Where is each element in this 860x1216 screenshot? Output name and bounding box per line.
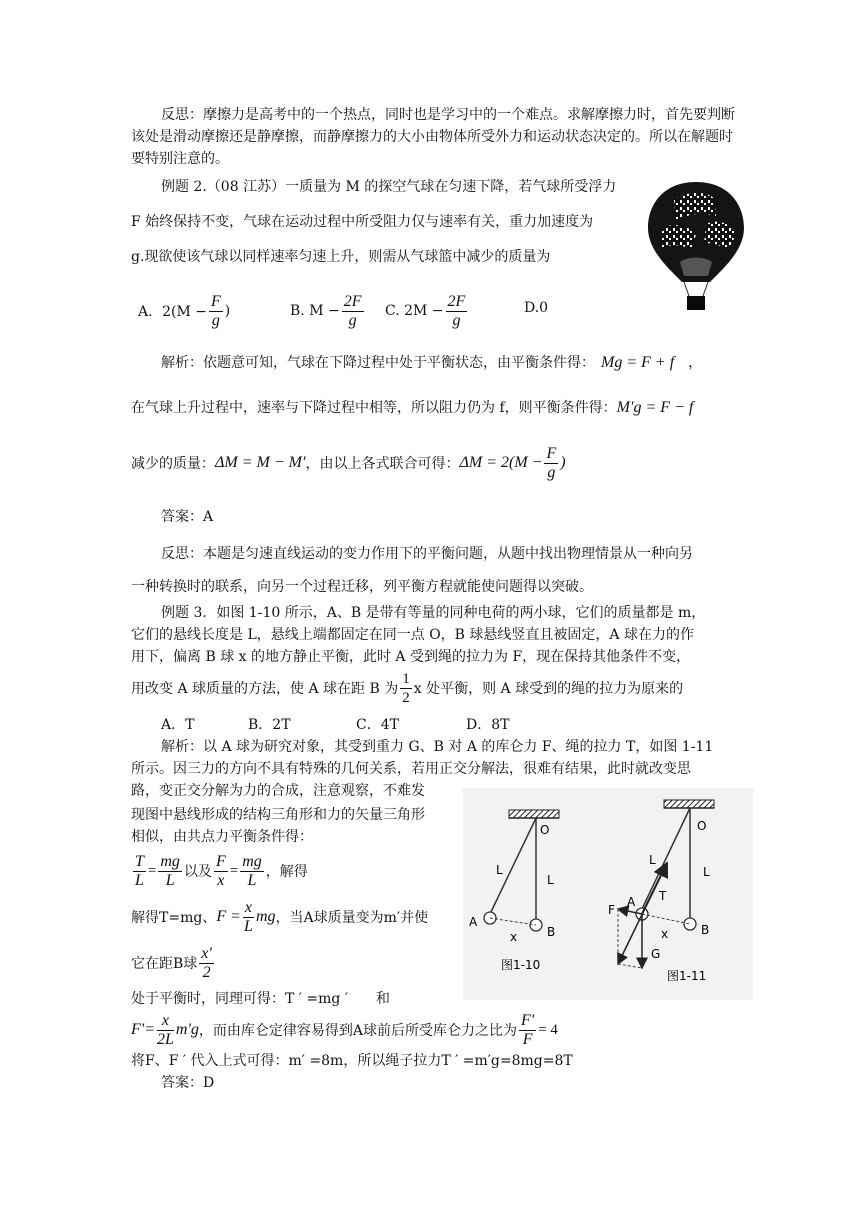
eq-two: 2 — [202, 963, 211, 981]
eq-2l: 2L — [157, 1030, 174, 1048]
solution3-line11: 将F、F ′ 代入上式可得：m′ =8m，所以绳子拉力T ′ =m′g=8mg=8T — [131, 1053, 573, 1069]
eq-f-equals: F = — [216, 908, 241, 925]
example3-line1: 例题 3．如图 1-10 所示，A、B 是带有等量的同种电荷的两小球，它们的质量都是 m， — [161, 605, 706, 621]
eq-x-num2: x — [157, 1012, 174, 1031]
option-a-suffix: ) — [224, 303, 231, 319]
solution3-line9: 处于平衡时，同理可得：T ′ =mg ′ 和 — [131, 991, 391, 1007]
eq-t: T — [135, 852, 144, 870]
fig11-label-l1: L — [649, 853, 656, 867]
eq-l: L — [135, 871, 144, 889]
solution3-line1: 解析：以 A 球为研究对象，其受到重力 G、B 对 A 的库仑力 F、绳的拉力 T，如图 1-11 — [161, 739, 714, 755]
option-a-prefix: A．2(M − — [138, 304, 207, 320]
eq-fprime-num: F' — [521, 1011, 535, 1029]
eq-l3: L — [247, 871, 257, 889]
option-b — [290, 288, 366, 334]
option-b-prefix: B. M − — [290, 303, 340, 319]
equation-mg-f-f: Mg = F + f — [601, 354, 675, 371]
half-numerator: 1 — [402, 670, 410, 687]
option-b-denominator: g — [348, 311, 357, 329]
solution3-line4: 现图中悬线形成的结构三角形和力的矢量三角形 — [131, 807, 425, 823]
example2-line3: g.现欲使该气球以同样速率匀速上升，则需从气球篮中减少的质量为 — [131, 249, 551, 265]
eq-fprime: F'= — [131, 1021, 155, 1038]
fig11-label-o: O — [697, 819, 707, 833]
solution3-line7-text-b: ，当A球质量变为m′并使 — [275, 910, 429, 926]
solution3-line10-text: ，而由库仑定律容易得到A球前后所受库仑力之比为 — [198, 1023, 517, 1039]
eq-f-den: F — [522, 1030, 533, 1048]
option-d: D.0 — [524, 300, 549, 316]
eq-l2: L — [165, 871, 175, 889]
option-c-denominator: g — [452, 311, 461, 329]
example3-line2: 它们的悬线长度是 L，悬线上端都固定在同一点 O，B 球悬线竖直且被固定，A 球在力的作 — [131, 627, 694, 643]
example2-line1: 例题 2.（08 江苏）一质量为 M 的探空气球在匀速下降，若气球所受浮力 — [161, 179, 617, 195]
eq-equals-four: = 4 — [538, 1021, 558, 1038]
eq-f: F — [215, 852, 226, 870]
hot-air-balloon-image — [644, 178, 748, 316]
option-c-numerator: 2F — [447, 292, 466, 310]
eq-xprime: x' — [201, 944, 212, 962]
fig11-label-f: F — [608, 903, 615, 917]
answer-2: 答案：A — [161, 509, 214, 525]
fig10-label-x: x — [510, 930, 518, 944]
eq-mid: 以及 — [183, 864, 212, 880]
solution2-text2: 在气球上升过程中，速率与下降过程中相等，所以阻力仍为 f，则平衡条件得： — [131, 400, 617, 416]
solution3-line2: 所示。因三力的方向不具有特殊的几何关系，若用正交分解法，很难有结果，此时就改变思 — [131, 761, 691, 777]
option-c-prefix: C. 2M − — [385, 303, 444, 319]
reflection-paragraph-1: 反思：摩擦力是高考中的一个热点，同时也是学习中的一个难点。求解摩擦力时，首先要判断该处是滑动摩擦还是静摩擦，而静摩擦力的大小由物体所受外力和运动状态决定的。所以在解题时要特别注意的。 — [131, 107, 735, 167]
example2-line2: F 始终保持不变，气球在运动过程中所受阻力仅与速率有关，重力加速度为 — [131, 214, 594, 230]
figures-1-10-and-1-11 — [463, 788, 753, 1000]
eq-x-num: x — [244, 898, 252, 916]
option-a-numerator: F — [211, 292, 221, 310]
solution3-line5: 相似，由共点力平衡条件得： — [131, 829, 313, 845]
eq-tail: ，解得 — [265, 864, 308, 880]
fig11-label-a: A — [627, 895, 636, 909]
ex3-option-a: A．T — [161, 717, 195, 733]
fig11-label-g: G — [651, 947, 661, 961]
solution2-text3: 减少的质量： — [131, 456, 215, 472]
example3-line3: 用下，偏离 B 球 x 的地方静止平衡，此时 A 受到绳的拉力为 F，现在保持其他条件不变， — [131, 649, 691, 665]
fig11-label-t: T — [659, 889, 667, 903]
equation-result-prefix: ΔM = 2(M − — [459, 454, 543, 471]
reflection-2-line1: 反思：本题是匀速直线运动的变力作用下的平衡问题，从题中找出物理情景从一种向另 — [161, 546, 693, 562]
eq-l-den: L — [243, 917, 253, 935]
half-denominator: 2 — [402, 689, 410, 706]
solution3-line8-text: 它在距B球 — [131, 956, 198, 972]
answer-3: 答案：D — [161, 1075, 215, 1091]
equation-delta-m: ΔM = M − M′ — [215, 454, 306, 471]
fig11-label-x: x — [661, 927, 669, 941]
equation-mprime-g: M′g = F − f — [616, 399, 694, 416]
ex3-option-b: B．2T — [248, 717, 291, 733]
eq-mg-tail: mg — [256, 908, 276, 925]
equation-result-numerator: F — [546, 444, 557, 462]
solution3-line3: 路，变正交分解为力的合成，注意观察，不难发 — [131, 783, 425, 799]
fig10-label-l2: L — [547, 873, 554, 887]
fig11-label-l2: L — [703, 865, 710, 879]
example3-line4-text-b: x 处平衡，则 A 球受到的绳的拉力为原来的 — [413, 681, 684, 697]
ex3-option-c: C．4T — [356, 717, 399, 733]
solution2-line2 — [131, 397, 731, 419]
fig10-label-b: B — [547, 925, 556, 939]
option-a-denominator: g — [211, 311, 220, 329]
solution3-line7 — [131, 894, 428, 940]
eq-x: x — [217, 871, 225, 889]
fig10-caption: 图1-10 — [501, 958, 541, 972]
fig10-label-l1: L — [496, 863, 503, 877]
fig10-label-a: A — [469, 915, 478, 929]
eq-mg: mg — [160, 852, 180, 870]
fig11-caption: 图1-11 — [667, 969, 707, 983]
solution3-line7-text: 解得T=mg、 — [131, 910, 217, 926]
solution2-text1: 解析：依题意可知，气球在下降过程中处于平衡状态，由平衡条件得： — [161, 355, 595, 371]
solution2-line3 — [131, 440, 566, 486]
reflection-2-line2: 一种转换时的联系，向另一个过程迁移，列平衡方程就能使问题得以突破。 — [131, 579, 593, 595]
equation-result-suffix: ) — [560, 454, 566, 471]
fig10-label-o: O — [540, 823, 550, 837]
fig11-label-b: B — [701, 923, 710, 937]
solution3-line8 — [131, 940, 216, 986]
solution2-line1: 解析：依题意可知，气球在下降过程中处于平衡状态，由平衡条件得： Mg = F + f ， — [161, 354, 703, 371]
solution3-similar-eqs: $\frac{T}{L}$ = $\frac{mg}{L}$ 以及 $\frac{F}{x}$ = $\frac{mg}{L}$ ，解得 — [135, 852, 308, 889]
example3-line4 — [131, 666, 683, 710]
ex3-option-d: D．8T — [466, 717, 510, 733]
example3-line4-text: 用改变 A 球质量的方法，使 A 球在距 B 为 — [131, 681, 399, 697]
option-c — [385, 288, 469, 334]
solution3-line10 — [131, 1007, 558, 1053]
option-b-numerator: 2F — [343, 292, 362, 310]
eq-mprime-g: m'g — [175, 1021, 199, 1038]
option-a — [138, 288, 230, 334]
eq-mg2: mg — [242, 852, 262, 870]
equation-result-denominator: g — [547, 463, 556, 481]
solution2-text3b: ，由以上各式联合可得： — [305, 456, 460, 472]
